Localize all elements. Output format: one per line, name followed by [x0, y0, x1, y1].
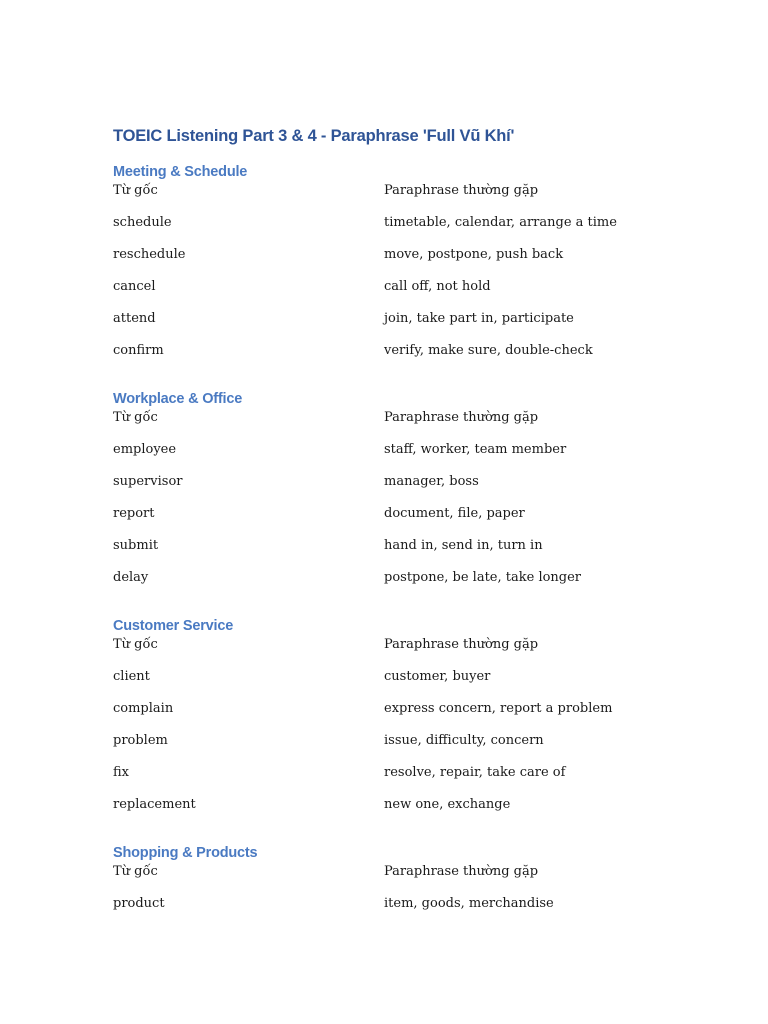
original-word: confirm: [113, 343, 164, 358]
table-row: [113, 279, 673, 311]
paraphrase-text: postpone, be late, take longer: [384, 570, 582, 585]
column-header-original: Từ gốc: [113, 410, 158, 425]
table-row: [113, 570, 673, 602]
original-word: complain: [113, 701, 174, 716]
original-word: client: [113, 669, 150, 684]
column-header-paraphrase: Paraphrase thường gặp: [384, 183, 539, 198]
column-header-paraphrase: Paraphrase thường gặp: [384, 864, 539, 879]
section-heading: Shopping & Products: [113, 845, 258, 861]
original-word: replacement: [113, 797, 196, 812]
paraphrase-text: move, postpone, push back: [384, 247, 564, 262]
table-row: [113, 538, 673, 570]
paraphrase-text: new one, exchange: [384, 797, 511, 812]
original-word: submit: [113, 538, 159, 553]
original-word: supervisor: [113, 474, 183, 489]
table-row: [113, 215, 673, 247]
paraphrase-text: call off, not hold: [384, 279, 491, 294]
table-row: [113, 311, 673, 343]
section-shopping-products: [113, 842, 673, 912]
column-header-original: Từ gốc: [113, 864, 158, 879]
paraphrase-text: verify, make sure, double-check: [384, 343, 593, 358]
table-row: [113, 506, 673, 538]
original-word: problem: [113, 733, 168, 748]
original-word: employee: [113, 442, 177, 457]
original-word: attend: [113, 311, 156, 326]
table-row: [113, 247, 673, 279]
column-header-paraphrase: Paraphrase thường gặp: [384, 637, 539, 652]
vocab-table: [113, 183, 673, 375]
section-workplace-office: [113, 388, 673, 602]
vocab-table: [113, 637, 673, 829]
original-word: fix: [113, 765, 130, 780]
original-word: report: [113, 506, 155, 521]
original-word: delay: [113, 570, 149, 585]
section-heading: Customer Service: [113, 618, 234, 634]
table-row: [113, 343, 673, 375]
paraphrase-text: staff, worker, team member: [384, 442, 567, 457]
table-header-row: [113, 637, 673, 669]
paraphrase-text: hand in, send in, turn in: [384, 538, 543, 553]
table-row: [113, 733, 673, 765]
table-row: [113, 669, 673, 701]
original-word: product: [113, 896, 165, 911]
paraphrase-text: manager, boss: [384, 474, 479, 489]
table-row: [113, 701, 673, 733]
column-header-original: Từ gốc: [113, 183, 158, 198]
table-header-row: [113, 183, 673, 215]
section-heading: Meeting & Schedule: [113, 164, 248, 180]
table-header-row: [113, 410, 673, 442]
paraphrase-text: issue, difficulty, concern: [384, 733, 544, 748]
table-row: [113, 896, 673, 912]
paraphrase-text: document, file, paper: [384, 506, 525, 521]
paraphrase-text: join, take part in, participate: [384, 311, 574, 326]
table-header-row: [113, 864, 673, 896]
table-row: [113, 797, 673, 829]
paraphrase-text: resolve, repair, take care of: [384, 765, 566, 780]
section-meeting-schedule: [113, 161, 673, 375]
original-word: cancel: [113, 279, 156, 294]
paraphrase-text: customer, buyer: [384, 669, 491, 684]
page-title: TOEIC Listening Part 3 & 4 - Paraphrase 'Full Vũ Khí': [113, 127, 515, 145]
original-word: schedule: [113, 215, 172, 230]
paraphrase-text: item, goods, merchandise: [384, 896, 554, 911]
vocab-table: [113, 410, 673, 602]
paraphrase-text: timetable, calendar, arrange a time: [384, 215, 617, 230]
table-row: [113, 474, 673, 506]
table-row: [113, 442, 673, 474]
table-row: [113, 765, 673, 797]
vocab-table: [113, 864, 673, 912]
original-word: reschedule: [113, 247, 186, 262]
section-customer-service: [113, 615, 673, 829]
document-page: [113, 123, 673, 912]
paraphrase-text: express concern, report a problem: [384, 701, 613, 716]
section-heading: Workplace & Office: [113, 391, 243, 407]
column-header-original: Từ gốc: [113, 637, 158, 652]
column-header-paraphrase: Paraphrase thường gặp: [384, 410, 539, 425]
